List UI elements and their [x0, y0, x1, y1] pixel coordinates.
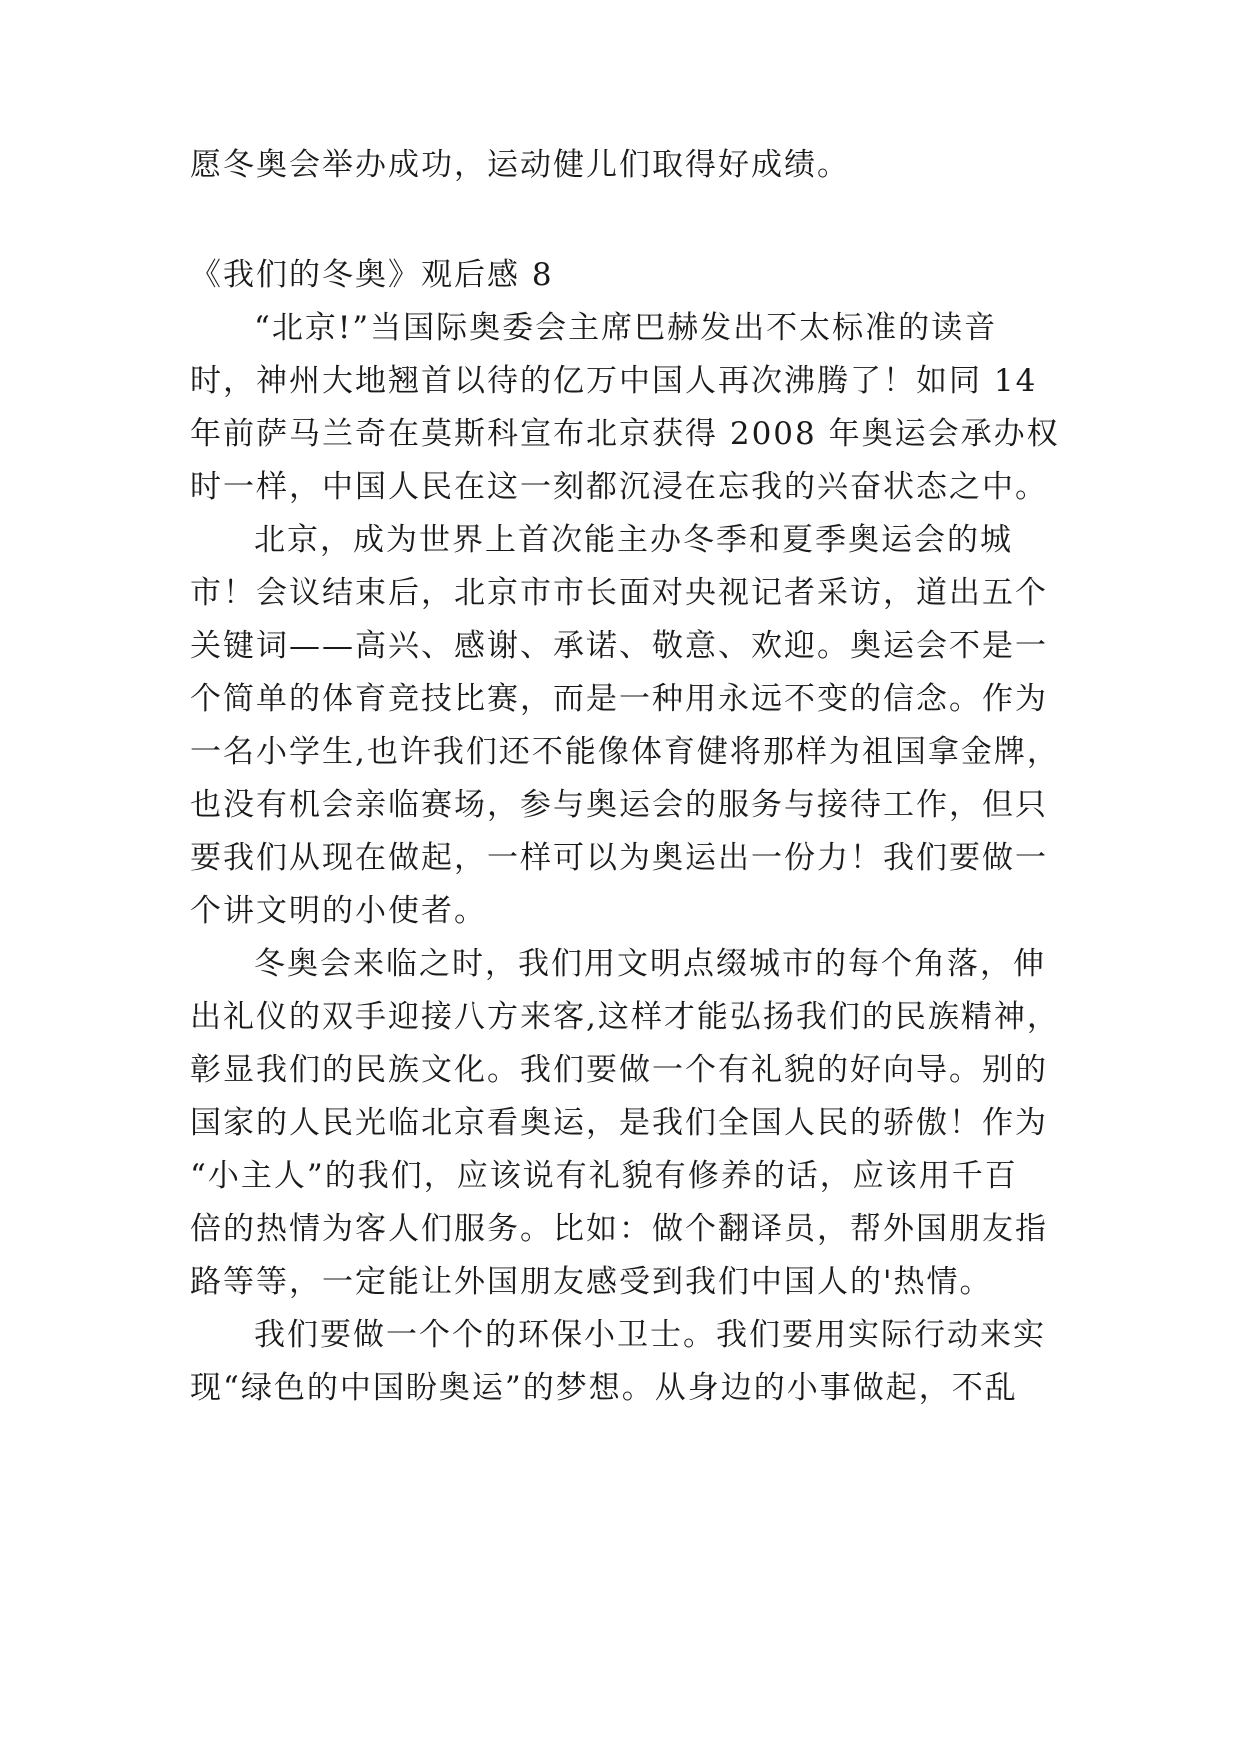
paragraph-3-line-7: 路等等，一定能让外国朋友感受到我们中国人的'热情。 [190, 1264, 993, 1300]
paragraph-3-line-3: 彰显我们的民族文化。我们要做一个有礼貌的好向导。别的 [190, 1052, 1048, 1088]
paragraph-4-line-2: 现“绿色的中国盼奥运”的梦想。从身边的小事做起，不乱 [190, 1370, 1018, 1406]
paragraph-2-line-4: 个简单的体育竞技比赛，而是一种用永远不变的信念。作为 [190, 681, 1048, 717]
closing-sentence: 愿冬奥会举办成功，运动健儿们取得好成绩。 [190, 147, 850, 183]
paragraph-1-line-4: 时一样，中国人民在这一刻都沉浸在忘我的兴奋状态之中。 [190, 469, 1048, 505]
paragraph-2-line-7: 要我们从现在做起，一样可以为奥运出一份力！我们要做一 [190, 840, 1048, 876]
paragraph-2-line-3: 关键词——高兴、感谢、承诺、敬意、欢迎。奥运会不是一 [190, 628, 1048, 664]
paragraph-2-line-6: 也没有机会亲临赛场，参与奥运会的服务与接待工作，但只 [190, 787, 1048, 823]
paragraph-3-line-6: 倍的热情为客人们服务。比如：做个翻译员，帮外国朋友指 [190, 1211, 1048, 1247]
paragraph-3-line-1: 冬奥会来临之时，我们用文明点缀城市的每个角落，伸 [254, 946, 1046, 982]
paragraph-2-line-1: 北京，成为世界上首次能主办冬季和夏季奥运会的城 [254, 522, 1013, 558]
section-title: 《我们的冬奥》观后感 8 [190, 257, 554, 293]
paragraph-1-line-2: 时，神州大地翘首以待的亿万中国人再次沸腾了！如同 14 [190, 363, 1038, 399]
paragraph-3-line-2: 出礼仪的双手迎接八方来客,这样才能弘扬我们的民族精神， [190, 999, 1060, 1035]
paragraph-3-line-4: 国家的人民光临北京看奥运，是我们全国人民的骄傲！作为 [190, 1105, 1048, 1141]
paragraph-1-line-3: 年前萨马兰奇在莫斯科宣布北京获得 2008 年奥运会承办权 [190, 416, 1060, 452]
paragraph-2-line-8: 个讲文明的小使者。 [190, 893, 487, 929]
paragraph-1-line-1: “北京!”当国际奥委会主席巴赫发出不太标准的读音 [254, 310, 998, 346]
paragraph-3-line-5: “小主人”的我们，应该说有礼貌有修养的话，应该用千百 [190, 1158, 1018, 1194]
paragraph-2-line-5: 一名小学生,也许我们还不能像体育健将那样为祖国拿金牌， [190, 734, 1060, 770]
paragraph-2-line-2: 市！会议结束后，北京市市长面对央视记者采访，道出五个 [190, 575, 1048, 611]
paragraph-4-line-1: 我们要做一个个的环保小卫士。我们要用实际行动来实 [254, 1317, 1046, 1353]
